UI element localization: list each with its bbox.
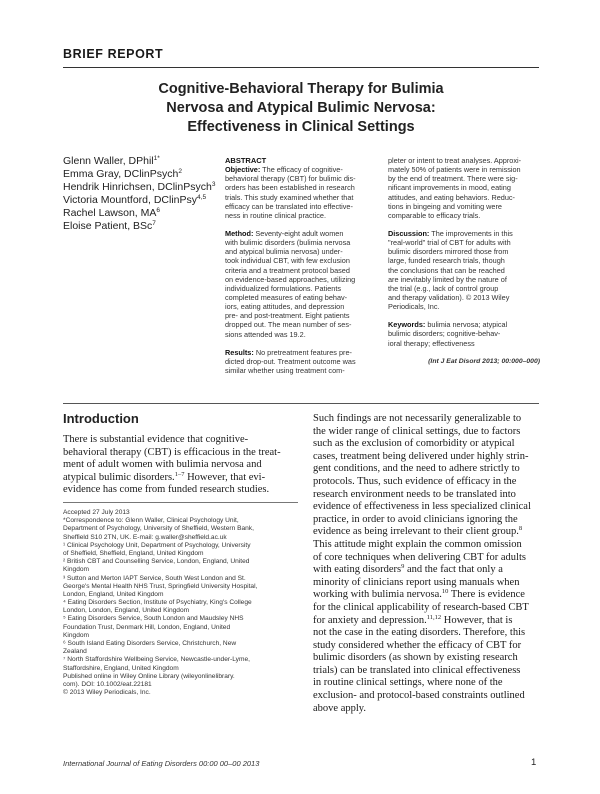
footnote-line: Sheffield S10 2TN, UK. E-mail: g.waller@sheffield.ac.uk xyxy=(63,533,227,541)
abstract-line: criteria and a treatment protocol based xyxy=(225,265,350,275)
body-line: above apply. xyxy=(313,702,366,714)
abstract-line: pleter or intent to treat analyses. Approxi- xyxy=(388,156,522,165)
body-line: behavioral therapy (CBT) is efficacious in the treat- xyxy=(63,446,281,458)
body-line: such as the exclusion of comorbidity or atypical xyxy=(313,438,515,450)
body-line: research environment needs to be translated into xyxy=(313,488,516,500)
footnote-line: London, London, England, United Kingdom xyxy=(63,607,190,615)
body-line: This attitude might explain the common omission xyxy=(313,538,522,550)
body-line: for anxiety and depression.$^{11,12}$ However, that is xyxy=(313,613,513,626)
abstract-line: Results: No pretreatment features pre- xyxy=(225,347,352,357)
abstract-line: Discussion: The improvements in this xyxy=(388,228,513,238)
abstract-line: Objective: The efficacy of cognitive- xyxy=(225,165,343,175)
body-line: ment of adult women with bulimia nervosa and xyxy=(63,459,262,471)
abstract-line: sions attended was 19.2. xyxy=(225,329,306,339)
body-line: study considered whether the efficacy of CBT for xyxy=(313,639,522,651)
body-line: exclusion- and protocol-based constraints outlined xyxy=(313,690,525,702)
abstract-line: mately 50% of patients were in remission xyxy=(388,165,521,175)
body-line: practice, in order to avoid clinicians ignoring the xyxy=(313,513,518,525)
objective-label: Objective: xyxy=(225,165,261,175)
footnote-line: ² British CBT and Counselling Service, London, England, United xyxy=(63,558,250,566)
author: Glenn Waller, DPhil$^{1*}$ xyxy=(63,155,160,167)
abstract-left-column xyxy=(225,156,377,375)
author: Victoria Mountford, DClinPsy$^{4,5}$ xyxy=(63,194,207,206)
abstract-line: behavioral therapy (CBT) for bulimic dis- xyxy=(225,174,356,184)
abstract-line: dropped out. The mean number of ses- xyxy=(225,320,352,330)
abstract-line: trials. This study examined whether that xyxy=(225,192,354,202)
abstract-line: nificant improvements in mood, eating xyxy=(388,183,511,193)
body-line: evidence has come from funded research studies. xyxy=(63,484,270,496)
keywords-label: Keywords: xyxy=(388,320,426,330)
footnote-line: Accepted 27 July 2013 xyxy=(63,509,130,516)
body-line: of core techniques when delivering CBT for adults xyxy=(313,551,526,563)
abstract-line: tions in bingeing and vomiting were xyxy=(388,201,502,211)
abstract-line: individualized formulations. Patients xyxy=(225,283,342,293)
abstract-line: took individual CBT, with few exclusion xyxy=(225,256,350,266)
body-line: evidence of effectiveness in less specialized clinical xyxy=(313,501,531,513)
abstract-line: dicted drop-out. Treatment outcome was xyxy=(225,356,356,366)
abstract-line: "real-world" trial of CBT for adults with xyxy=(388,238,511,248)
abstract-line: and therapy validation). © 2013 Wiley xyxy=(388,292,510,302)
journal-footer: International Journal of Eating Disorders 00:00 00–00 2013 xyxy=(63,759,260,768)
footnote-line: *Correspondence to: Glenn Waller, Clinical Psychology Unit, xyxy=(63,517,239,525)
title-line: Cognitive-Behavioral Therapy for Bulimia xyxy=(158,81,444,97)
body-line: atypical bulimic disorders.$^{1-7}$ However, that evi- xyxy=(63,470,266,483)
header-rule xyxy=(63,67,539,68)
footnote-line: ⁴ Eating Disorders Section, Institute of Psychiatry, King's College xyxy=(63,599,252,607)
abstract-heading: ABSTRACT xyxy=(225,156,267,165)
footnote-line: Kingdom xyxy=(63,566,90,574)
body-line: Such findings are not necessarily generalizable to xyxy=(313,413,522,424)
footnote-line: com). DOI: 10.1002/eat.22181 xyxy=(63,680,152,688)
abstract-line: ness in routine clinical practice. xyxy=(225,210,326,220)
abstract-line: on evidence-based approaches, utilizing xyxy=(225,274,356,284)
body-line: cases, treatment being delivered under highly strin- xyxy=(313,450,529,462)
footnote-line: © 2013 Wiley Periodicals, Inc. xyxy=(63,689,151,697)
footnote-line: ¹ Clinical Psychology Unit, Department of Psychology, University xyxy=(63,541,251,549)
body-line: There is substantial evidence that cognitive- xyxy=(63,434,249,445)
footnote-line: ⁵ Eating Disorders Service, South London and Maudsley NHS xyxy=(63,615,244,623)
abstract-line: Periodicals, Inc. xyxy=(388,302,440,312)
citation-ref: 10 xyxy=(441,588,449,596)
footnotes xyxy=(63,509,298,697)
footnote-line: George's Mental Health NHS Trust, Springfield University Hospital, xyxy=(63,582,258,590)
body-line: in routine clinical settings, where none of the xyxy=(313,677,503,689)
section-label: BRIEF REPORT xyxy=(63,47,164,61)
footnote-line: ³ Sutton and Merton IAPT Service, South West London and St. xyxy=(63,574,246,582)
citation-ref: 9 xyxy=(401,563,405,571)
abstract-line: comparable to efficacy trials. xyxy=(388,210,481,220)
abstract-line: orders has been established in research xyxy=(225,183,355,193)
citation-ref: 1–7 xyxy=(174,470,185,478)
footnote-line: London, England, United Kingdom xyxy=(63,590,164,598)
abstract-line: by the end of treatment. There were sig- xyxy=(388,174,518,184)
abstract-line: bulimic disorders mirrored those from xyxy=(388,247,509,257)
abstract-line: Method: Seventy-eight adult women xyxy=(225,228,344,238)
results-label: Results: xyxy=(225,347,254,357)
abstract-right-column xyxy=(388,156,540,366)
body-line: with eating disorders$^9$ and the fact that only a xyxy=(313,563,503,576)
abstract-line: iors, eating attitudes, and depression xyxy=(225,302,345,312)
footnote-line: Published online in Wiley Online Library (wileyonlinelibrary. xyxy=(63,672,235,680)
body-line: gent conditions, and the need to adhere strictly to xyxy=(313,463,520,475)
abstract-line: similar whether using treatment com- xyxy=(225,365,345,375)
footnote-line: Department of Psychology, University of Sheffield, Western Bank, xyxy=(63,525,254,533)
title-line: Effectiveness in Clinical Settings xyxy=(187,119,415,135)
abstract-line: are inevitably limited by the nature of xyxy=(388,274,507,284)
page-number: 1 xyxy=(531,757,537,768)
author: Rachel Lawson, $MA^6$ xyxy=(63,207,161,219)
title-line: Nervosa and Atypical Bulimic Nervosa: xyxy=(166,100,436,116)
footnote-line: Staffordshire, England, United Kingdom xyxy=(63,664,179,672)
footnote-line: Zealand xyxy=(63,648,87,656)
article-title xyxy=(70,80,532,137)
citation-ref: 8 xyxy=(518,525,523,533)
footnote-line: ⁷ North Staffordshire Wellbeing Service, Newcastle-under-Lyme, xyxy=(63,656,250,664)
introduction-heading: Introduction xyxy=(63,411,139,426)
section-rule xyxy=(63,403,539,404)
abstract-line: the conclusions that can be reached xyxy=(388,265,505,275)
introduction-left-column xyxy=(63,434,298,497)
abstract-line: completed measures of eating behav- xyxy=(225,292,348,302)
footnote-line: Foundation Trust, Denmark Hill, London, England, United xyxy=(63,623,231,631)
footnote-rule xyxy=(63,502,298,503)
body-line: bulimic disorders (as shown by existing research xyxy=(313,652,518,664)
footnote-line: ⁶ South Island Eating Disorders Service, Christchurch, New xyxy=(63,640,237,647)
footnote-line: of Sheffield, Sheffield, England, United Kingdom xyxy=(63,549,204,557)
author: Eloise Patient, BSc$^7$ xyxy=(63,220,156,232)
body-line: evidence as being irrelevant to their client group.$^8$ xyxy=(313,525,523,538)
footnote-line: Kingdom xyxy=(63,631,90,639)
body-line: minority of clinicians report using manuals when xyxy=(313,576,520,588)
method-label: Method: xyxy=(225,228,254,238)
abstract-line: ioral therapy; effectiveness xyxy=(388,338,475,348)
abstract-line: attitudes, and eating behaviors. Reduc- xyxy=(388,192,515,202)
body-line: not the case in the eating disorders. Therefore, this xyxy=(313,627,526,639)
body-line: for the clinical applicability of research-based CBT xyxy=(313,601,529,613)
author: Emma Gray, DClinPsych$^2$ xyxy=(63,168,182,180)
author: Hendrik Hinrichsen, DClinPsych$^3$ xyxy=(63,181,216,193)
abstract-line: the trial (e.g., lack of control group xyxy=(388,283,499,293)
abstract-line: large, funded research trials, though xyxy=(388,256,505,266)
citation-ref: 11,12 xyxy=(426,613,442,621)
discussion-label: Discussion: xyxy=(388,228,430,238)
body-line: trials) can be translated into clinical effectiveness xyxy=(313,664,521,676)
abstract-line: with bulimic disorders (bulimia nervosa xyxy=(225,238,351,248)
introduction-right-column xyxy=(313,413,541,715)
body-line: working with bulimia nervosa.$^{10}$ There is evidence xyxy=(313,588,525,601)
body-line: protocols. Thus, such evidence of efficacy in the xyxy=(313,475,517,487)
abstract-line: pre- and post-treatment. Eight patients xyxy=(225,311,350,321)
abstract-line: Keywords: bulimia nervosa; atypical xyxy=(388,320,508,330)
citation: (Int J Eat Disord 2013; 00:000–000) xyxy=(428,357,540,365)
body-line: the wider range of clinical settings, due to factors xyxy=(313,425,521,437)
abstract-line: bulimic disorders; cognitive-behav- xyxy=(388,329,501,339)
abstract-line: and atypical bulimia nervosa) under- xyxy=(225,247,343,257)
author-list xyxy=(63,155,216,233)
abstract-line: efficacy can be translated into effective- xyxy=(225,201,353,211)
